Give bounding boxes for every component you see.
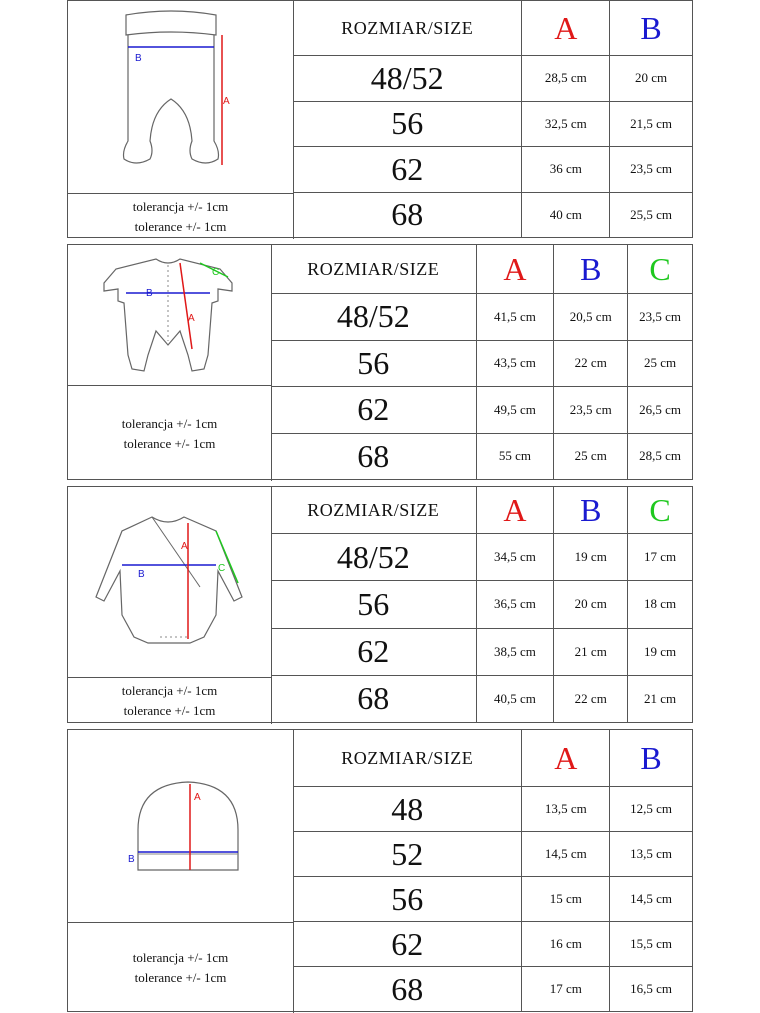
label-a-icon: A (223, 96, 230, 107)
table-row: 48/52 34,5 cm 19 cm 17 cm (271, 533, 692, 580)
header-row (271, 245, 692, 293)
col-a-header: A (521, 1, 609, 55)
label-b-icon: B (135, 53, 142, 64)
table-row: 48/52 28,5 cm 20 cm (293, 55, 692, 101)
size-header: ROZMIAR/SIZE (307, 258, 440, 279)
table-row: 56 15 cm 14,5 cm (293, 876, 692, 921)
table-row: 68 17 cm 16,5 cm (293, 966, 692, 1011)
label-a-icon: A (181, 541, 188, 552)
table-row: 56 36,5 cm 20 cm 18 cm (271, 580, 692, 627)
label-b-icon: B (128, 854, 135, 865)
col-c-header: C (627, 245, 692, 293)
table-row: 62 49,5 cm 23,5 cm 26,5 cm (271, 386, 692, 433)
label-c-icon: C (218, 563, 226, 574)
table-row: 52 14,5 cm 13,5 cm (293, 831, 692, 876)
size-header: ROZMIAR/SIZE (341, 747, 474, 768)
size-table-bodysuit (67, 486, 693, 723)
col-a-header: A (476, 245, 554, 293)
col-b-header: B (553, 487, 627, 533)
tolerance-note: tolerancja +/- 1cm tolerance +/- 1cm (68, 385, 272, 481)
header-row (293, 730, 692, 786)
header-row (293, 1, 692, 55)
hat-diagram (68, 730, 294, 922)
table-row: 62 38,5 cm 21 cm 19 cm (271, 628, 692, 675)
size-header: ROZMIAR/SIZE (307, 499, 440, 520)
size-grid (271, 245, 692, 479)
size-header: ROZMIAR/SIZE (341, 17, 474, 38)
size-grid (293, 1, 692, 237)
table-row: 62 36 cm 23,5 cm (293, 146, 692, 192)
size-table-hat (67, 729, 693, 1012)
col-c-header: C (627, 487, 692, 533)
label-a-icon: A (194, 792, 201, 803)
size-table-pants (67, 0, 693, 238)
bodysuit-diagram (68, 487, 272, 677)
tolerance-note: tolerancja +/- 1cm tolerance +/- 1cm (68, 677, 272, 724)
header-row (271, 487, 692, 533)
table-row: 62 16 cm 15,5 cm (293, 921, 692, 966)
size-table-romper (67, 244, 693, 480)
col-b-header: B (609, 1, 692, 55)
label-b-icon: B (146, 288, 153, 299)
tolerance-note: tolerancja +/- 1cm tolerance +/- 1cm (68, 193, 294, 239)
col-b-header: B (553, 245, 627, 293)
label-a-icon: A (188, 313, 195, 324)
pants-diagram (68, 1, 294, 193)
label-b-icon: B (138, 569, 145, 580)
size-grid (271, 487, 692, 722)
col-a-header: A (476, 487, 554, 533)
romper-diagram (68, 245, 272, 385)
table-row: 48 13,5 cm 12,5 cm (293, 786, 692, 831)
table-row: 68 40,5 cm 22 cm 21 cm (271, 675, 692, 722)
table-row: 56 43,5 cm 22 cm 25 cm (271, 340, 692, 387)
table-row: 48/52 41,5 cm 20,5 cm 23,5 cm (271, 293, 692, 340)
table-row: 56 32,5 cm 21,5 cm (293, 101, 692, 147)
size-grid (293, 730, 692, 1011)
col-a-header: A (521, 730, 609, 786)
table-row: 68 40 cm 25,5 cm (293, 192, 692, 238)
table-row: 68 55 cm 25 cm 28,5 cm (271, 433, 692, 480)
col-b-header: B (609, 730, 692, 786)
tolerance-note: tolerancja +/- 1cm tolerance +/- 1cm (68, 922, 294, 1013)
label-c-icon: C (212, 267, 220, 278)
